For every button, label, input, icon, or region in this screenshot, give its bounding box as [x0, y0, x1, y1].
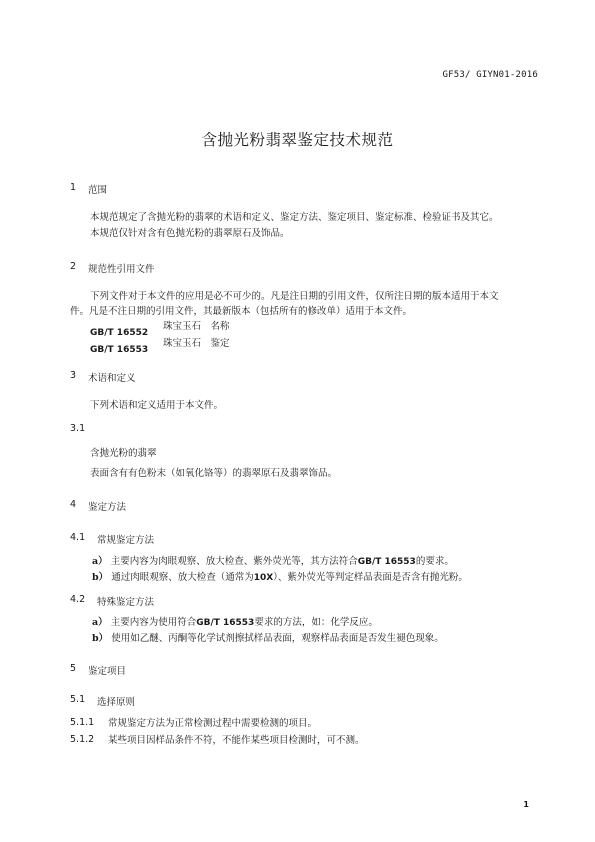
- section-2-paragraph-line-1: 下列文件对于本文件的应用是必不可少的。凡是注日期的引用文件，仅所注日期的版本适用于本文: [90, 291, 499, 302]
- term-definition: 表面含有有色粉末（如氧化铬等）的翡翠原石及翡翠饰品。: [90, 468, 338, 479]
- clause-5-1-2-text: 某些项目因样品条件不符，不能作某些项目检测时，可不测。: [108, 735, 365, 746]
- reference-code: GB/T 16552: [90, 328, 149, 338]
- section-3-number: 3: [70, 370, 77, 381]
- clause-5-1-heading: 选择原则: [97, 697, 136, 708]
- clause-4-2-number: 4.2: [70, 594, 86, 605]
- clause-4-2-heading: 特殊鉴定方法: [97, 597, 155, 608]
- list-marker: b）: [92, 572, 109, 583]
- list-text: 要求的方法，如：化学反应。: [254, 617, 378, 628]
- reference-code: GB/T 16553: [90, 345, 149, 355]
- section-5-number: 5: [70, 663, 77, 674]
- magnification-value: 10X: [253, 573, 274, 583]
- section-3-paragraph: 下列术语和定义适用于本文件。: [90, 400, 224, 411]
- document-title: 含抛光粉翡翠鉴定技术规范: [201, 131, 394, 149]
- section-4-number: 4: [70, 499, 77, 510]
- list-marker: b）: [92, 633, 109, 644]
- list-text: 使用如乙醚、丙酮等化学试剂擦拭样品表面，观察样品表面是否发生褪色现象。: [111, 633, 444, 644]
- clause-5-1-2-number: 5.1.2: [70, 734, 95, 745]
- list-text: 主要内容为肉眼观察、放大检查、紫外荧光等，其方法符合: [110, 556, 358, 567]
- list-item: [92, 615, 378, 631]
- list-text: 通过肉眼观察、放大检查（通常为: [111, 572, 254, 583]
- clause-5-1-1-number: 5.1.1: [70, 717, 95, 728]
- section-5-heading: 鉴定项目: [88, 666, 127, 677]
- clause-3-1-number: 3.1: [70, 423, 86, 434]
- term-name: 含抛光粉的翡翠: [90, 448, 157, 459]
- section-1-number: 1: [70, 182, 77, 193]
- list-item: [92, 554, 454, 570]
- list-text: 主要内容为使用符合: [110, 617, 197, 628]
- clause-4-1-heading: 常规鉴定方法: [97, 535, 155, 546]
- section-1-paragraph-2: 本规范仅针对含有色抛光粉的翡翠原石及饰品。: [90, 228, 290, 239]
- clause-5-1-number: 5.1: [70, 694, 86, 705]
- page-number: 1: [523, 800, 529, 809]
- section-3-heading: 术语和定义: [88, 373, 136, 384]
- list-text: 的要求。: [415, 556, 454, 567]
- clause-5-1-1-text: 常规鉴定方法为正常检测过程中需要检测的项目。: [108, 718, 318, 729]
- section-2-paragraph-line-2: 件。凡是不注日期的引用文件，其最新版本（包括所有的修改单）适用于本文件。: [70, 306, 413, 317]
- standard-code: GB/T 16553: [196, 618, 255, 628]
- section-1-heading: 范围: [88, 185, 108, 196]
- section-1-paragraph-1: 本规范规定了含抛光粉的翡翠的术语和定义、鉴定方法、鉴定项目、鉴定标准、检验证书及其它。: [90, 212, 499, 223]
- section-2-heading: 规范性引用文件: [88, 264, 155, 275]
- list-item: [92, 570, 468, 586]
- reference-row: [90, 337, 148, 356]
- section-4-heading: 鉴定方法: [88, 502, 127, 513]
- clause-4-1-number: 4.1: [70, 532, 86, 543]
- list-item: [92, 631, 444, 646]
- reference-name: 珠宝玉石 名称: [163, 321, 230, 332]
- list-marker: a）: [92, 556, 108, 567]
- section-2-number: 2: [70, 261, 77, 272]
- list-marker: a）: [92, 617, 108, 628]
- document-code: GF53/ GIYN01-2016: [442, 70, 538, 80]
- standard-code: GB/T 16553: [357, 557, 416, 567]
- reference-name: 珠宝玉石 鉴定: [163, 338, 230, 349]
- list-text: ）、紫外荧光等判定样品表面是否含有抛光粉。: [273, 572, 468, 583]
